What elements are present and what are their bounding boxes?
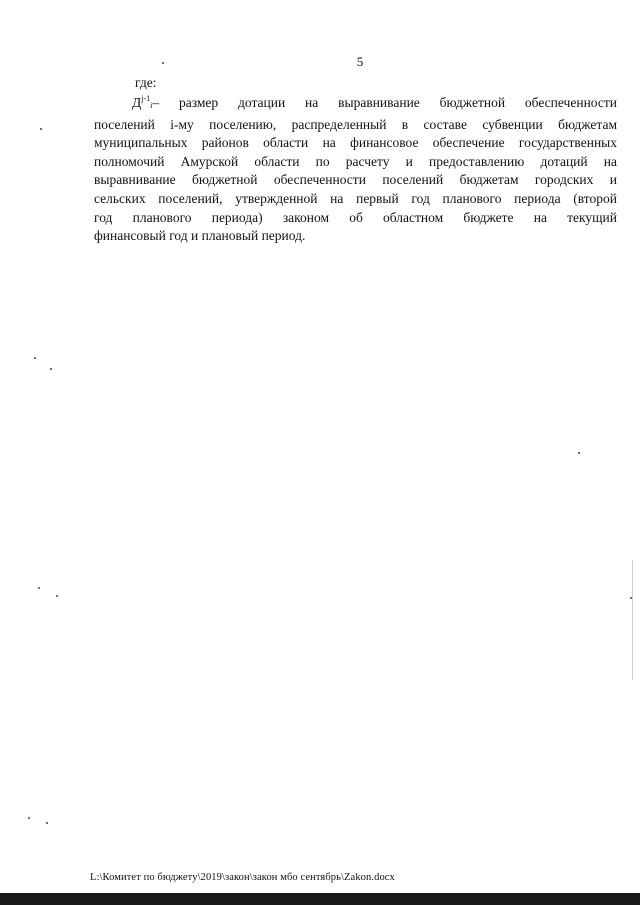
definition-line: муниципальных районов области на финансовое обеспечение государственных [94,135,617,151]
scan-edge-shadow [632,560,633,680]
footer-file-path: L:\Комитет по бюджету\2019\закон\закон мбо сентябрь\Zakon.docx [90,872,395,883]
definition-line: финансовый год и плановый период. [94,228,306,244]
definition-line [94,90,617,116]
formula-symbol [132,95,152,110]
scan-speck [38,587,40,589]
definition-line: полномочий Амурской области по расчету и предоставлению дотаций на [94,153,617,169]
scan-speck [46,822,48,824]
page-number: 5 [356,54,364,69]
scan-speck [50,368,52,370]
definition-line: год планового периода) законом об областном бюджете на текущий [94,209,617,225]
definition-text: – размер дотации на выравнивание бюджетной обеспеченности [152,95,617,110]
scan-speck [162,62,164,64]
symbol-superscript: j-1 [141,94,151,103]
scan-speck [28,817,30,819]
scan-bottom-edge [0,893,640,905]
symbol-base: Д [132,95,142,110]
scan-speck [578,452,580,454]
scan-speck [630,597,632,599]
scan-speck [34,357,36,359]
definition-line: поселений i-му поселению, распределенный в составе субвенции бюджетам [94,116,617,132]
definition-line: выравнивание бюджетной обеспеченности поселений бюджетам городских и [94,172,617,188]
where-label: где: [135,75,157,90]
definition-paragraph [94,90,617,246]
scan-speck [40,128,42,130]
definition-line: сельских поселений, утвержденной на первый год планового периода (второй [94,190,617,206]
scan-speck [56,595,58,597]
symbol-subscript: i [150,101,153,110]
